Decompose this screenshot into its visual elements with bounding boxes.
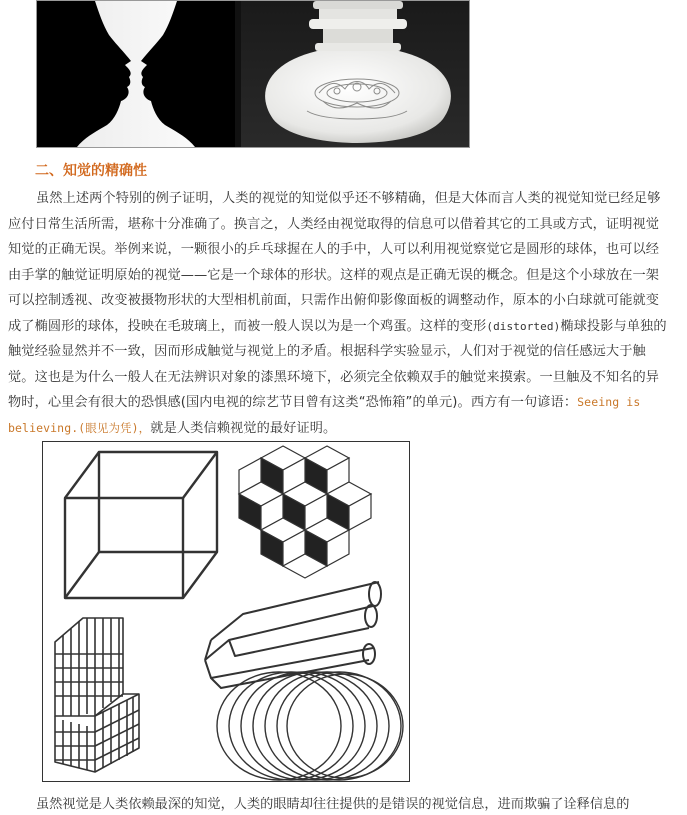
necker-cube-drawing [65,452,217,598]
optical-illusions-image [42,441,410,782]
section-heading: 二、知觉的精确性 [35,163,147,179]
paragraph-visual-deception: 虽然视觉是人类依赖最深的知觉，人类的眼睛却往往提供的是错误的视觉信息，进而欺骗了诠释信息的 [36,797,630,812]
faces-vase-illusion-image [36,0,470,148]
paragraph-part-2: 椭球投影与单独的触觉经验显然并不一致，因而形成触觉与视觉上的矛盾。根据科学实验显示，人们对于视觉的信任感远大于触觉。这也是为什么一般人在无法辨识对象的漆黑环境下，必须完全依赖双手的触觉来摸索。一旦触及不知名的异物时，心里会有很大的恐惧感(国内电视的综艺节目曾有这类“恐怖箱”的单元)。西方有一句谚语： [8,318,667,410]
grid-chair-drawing [55,618,139,772]
paragraph-perception-accuracy [8,186,670,441]
term-distorted: (distorted) [486,319,561,333]
proverb-quote: Seeing is believing.(眼见为凭)， [8,395,641,435]
paragraph-part-1: 虽然上述两个特别的例子证明，人类的视觉的知觉似乎还不够精确，但是大体而言人类的视觉知觉已经足够应付日常生活所需，堪称十分准确了。换言之，人类经由视觉取得的信息可以借着其它的工具或方式，证明视觉知觉的正确无误。举例来说，一颗很小的乒乓球握在人的手中，人可以利用视觉察觉它是圆形的球体，也可以经由手掌的触觉证明原始的视觉——它是一个球体的形状。这样的观点是正确无误的概念。但是这个小球放在一架可以控制透视、改变被摄物形状的大型相机前面，只需作出俯仰影像面板的调整动作，原本的小白球就可能就变成了椭圆形的球体，投映在毛玻璃上，而被一般人误以为是一个鸡蛋。这样的变形 [8,191,661,334]
paragraph-part-3: 就是人类信赖视觉的最好证明。 [150,420,337,436]
ring-loops-drawing [217,672,403,780]
tumbling-blocks-drawing [239,446,371,578]
